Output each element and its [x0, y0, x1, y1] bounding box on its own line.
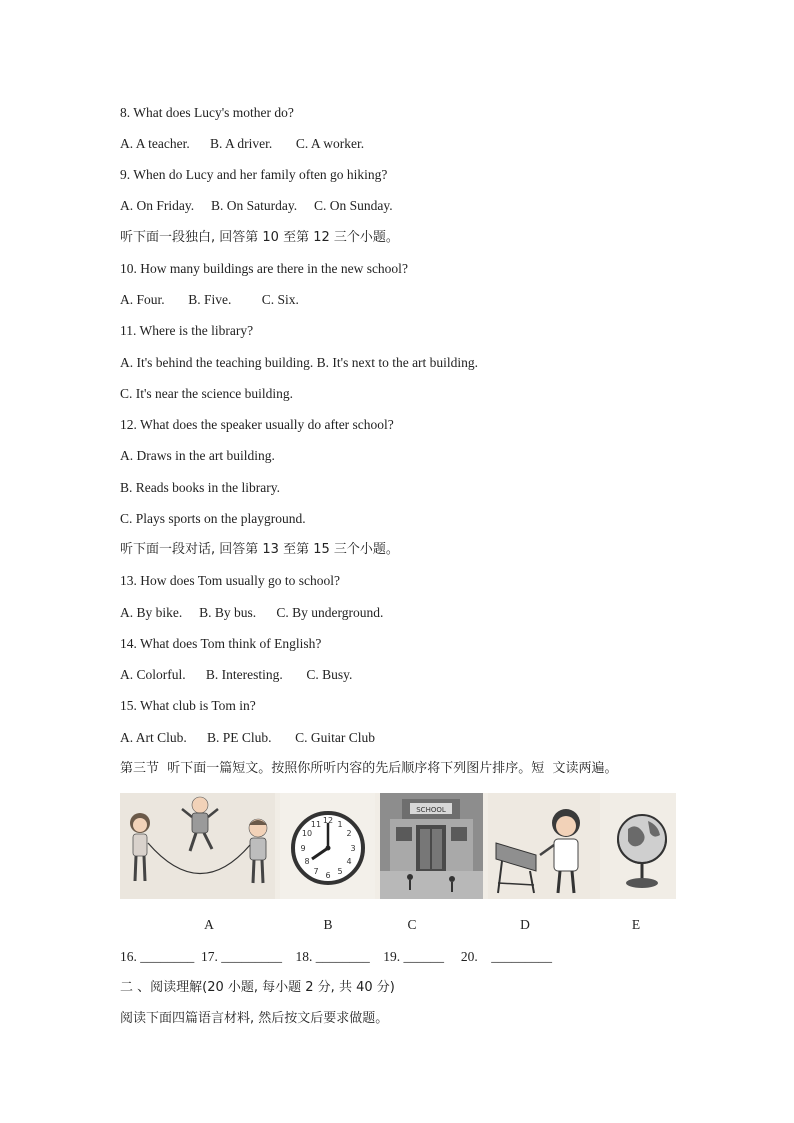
section2-instruction: 阅读下面四篇语言材料, 然后按文后要求做题。	[120, 1011, 389, 1026]
girl-drawing-picture	[488, 793, 600, 899]
globe-picture	[604, 793, 676, 899]
clock-picture	[280, 793, 375, 899]
q14-question: 14. What does Tom think of English?	[120, 636, 322, 651]
q15-options: A. Art Club. B. PE Club. C. Guitar Club	[120, 730, 376, 745]
q12-option-b: B. Reads books in the library.	[120, 480, 280, 495]
svg-text:10: 10	[301, 829, 313, 838]
svg-text:3: 3	[350, 844, 356, 853]
jump-rope-kids-picture	[120, 793, 275, 899]
picture-label-c: C	[407, 917, 417, 932]
q12-question: 12. What does the speaker usually do after school?	[120, 417, 394, 432]
svg-text:11: 11	[310, 820, 322, 829]
svg-text:2: 2	[346, 829, 352, 838]
q14-options: A. Colorful. B. Interesting. C. Busy.	[120, 667, 353, 682]
picture-strip	[120, 793, 676, 899]
q12-option-c: C. Plays sports on the playground.	[120, 511, 306, 526]
dialogue-instruction: 听下面一段对话, 回答第 13 至第 15 三个小题。	[120, 542, 399, 557]
picture-label-e: E	[631, 917, 641, 932]
q10-options: A. Four. B. Five. C. Six.	[120, 292, 299, 307]
answer-blanks-16-20: 16. ________ 17. _________ 18. ________ 19. ______ 20. _________	[120, 949, 552, 964]
q11-question: 11. Where is the library?	[120, 323, 254, 338]
svg-text:7: 7	[313, 867, 319, 876]
svg-text:1: 1	[337, 820, 343, 829]
svg-text:5: 5	[337, 867, 343, 876]
q11-option-c: C. It's near the science building.	[120, 386, 294, 401]
svg-text:6: 6	[325, 871, 331, 880]
q12-option-a: A. Draws in the art building.	[120, 448, 275, 463]
picture-label-d: D	[520, 917, 530, 932]
school-building-picture	[380, 793, 483, 899]
svg-text:12: 12	[322, 816, 334, 825]
monologue-instruction: 听下面一段独白, 回答第 10 至第 12 三个小题。	[120, 230, 399, 245]
q10-question: 10. How many buildings are there in the new school?	[120, 261, 408, 276]
q13-options: A. By bike. B. By bus. C. By underground.	[120, 605, 384, 620]
section2-heading: 二 、阅读理解(20 小题, 每小题 2 分, 共 40 分)	[120, 980, 395, 995]
q8-question: 8. What does Lucy's mother do?	[120, 105, 294, 120]
q13-question: 13. How does Tom usually go to school?	[120, 573, 341, 588]
svg-text:8: 8	[304, 857, 310, 866]
section3-instruction: 第三节 听下面一篇短文。按照你所听内容的先后顺序将下列图片排序。短 文读两遍。	[120, 761, 618, 776]
svg-text:9: 9	[300, 844, 306, 853]
picture-label-b: B	[323, 917, 333, 932]
svg-text:4: 4	[346, 857, 352, 866]
q15-question: 15. What club is Tom in?	[120, 698, 256, 713]
q11-options-ab: A. It's behind the teaching building. B. It's next to the art building.	[120, 355, 479, 370]
picture-label-a: A	[204, 917, 214, 932]
q8-options: A. A teacher. B. A driver. C. A worker.	[120, 136, 365, 151]
school-sign: SCHOOL	[416, 806, 446, 814]
q9-options: A. On Friday. B. On Saturday. C. On Sunday.	[120, 198, 393, 213]
q9-question: 9. When do Lucy and her family often go hiking?	[120, 167, 388, 182]
